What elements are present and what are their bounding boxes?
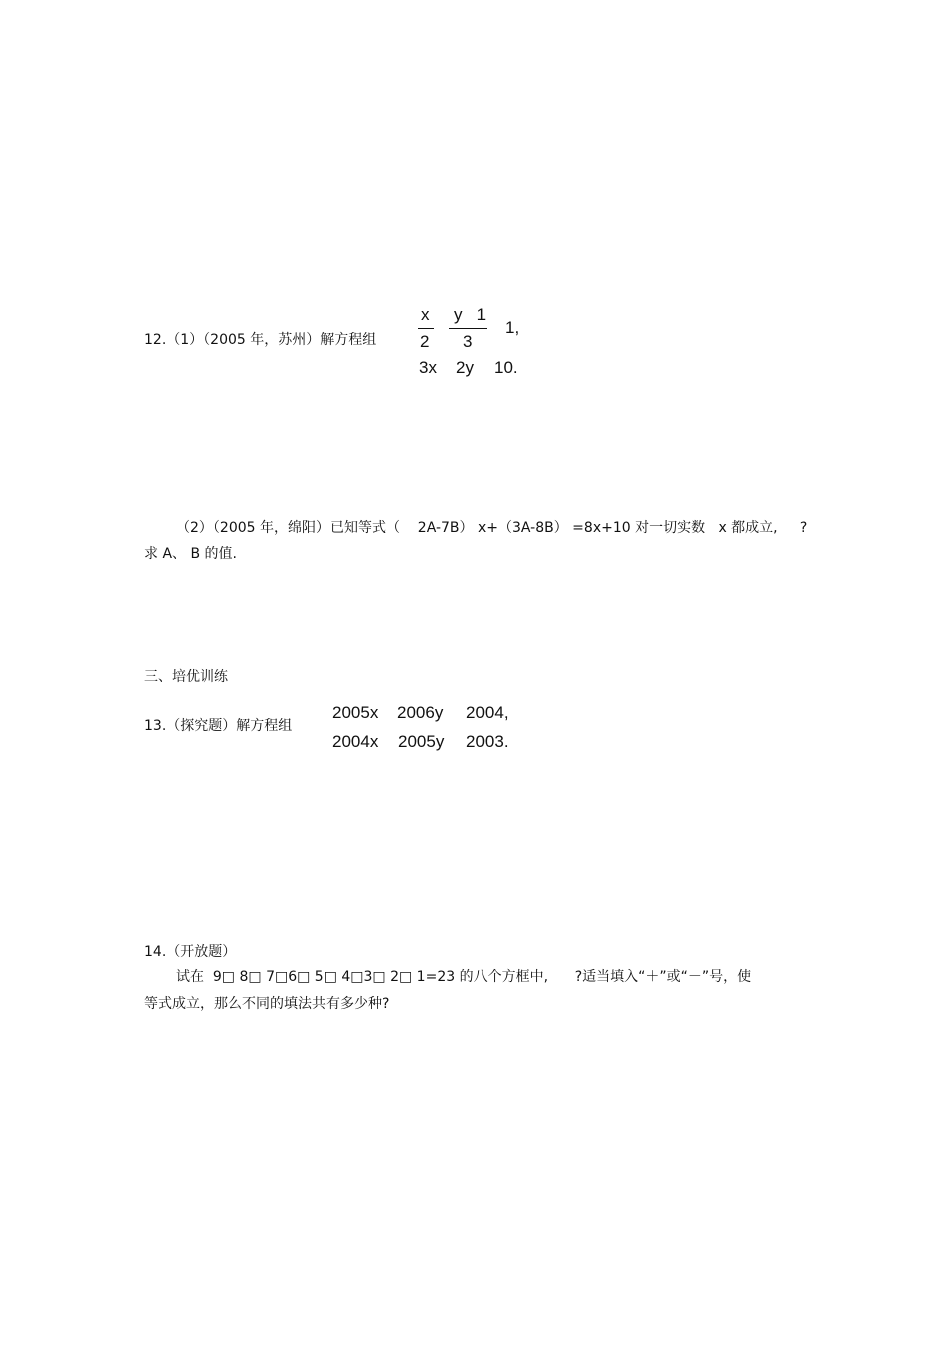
q12-eq1-fraction1-denominator: 2 [420, 332, 430, 351]
q13-eq2-term-b: 2005y [398, 732, 445, 751]
section3-title: 三、培优训练 [144, 669, 228, 685]
q12-eq2-term-a: 3x [419, 358, 437, 377]
q12-eq1-fraction1-numerator: x [421, 305, 430, 324]
q12-eq1-fraction2-numerator: y 1 [454, 305, 487, 324]
q12-eq1-fraction2-denominator: 3 [463, 332, 473, 351]
q13-eq1-term-b: 2006y [397, 703, 444, 722]
q12-eq2-term-c: 10. [494, 358, 518, 377]
q14-label: 14.（开放题） [144, 944, 237, 960]
q12-part1-label: 12.（1）（2005 年，苏州）解方程组 [144, 332, 377, 348]
q12-eq1-rhs: 1, [505, 318, 520, 337]
q13-eq2-term-a: 2004x [332, 732, 379, 751]
q13-eq1-term-c: 2004, [466, 703, 509, 722]
q12-part2-line2: 求 A、 B 的值. [144, 546, 237, 562]
q12-eq1-fraction2-bar [449, 328, 487, 329]
q13-label: 13.（探究题）解方程组 [144, 718, 293, 734]
q12-part2-line1: （2）（2005 年，绵阳）已知等式（ 2A-7B） x+（3A-8B） =8x+10 对一切实数 x 都成立, ? [176, 520, 808, 536]
q14-line1: 试在 9□ 8□ 7□6□ 5□ 4□3□ 2□ 1=23 的八个方框中, ?适当填入“＋”或“－”号，使 [176, 969, 752, 985]
q12-eq2-term-b: 2y [456, 358, 474, 377]
q13-eq1-term-a: 2005x [332, 703, 379, 722]
q12-eq1-fraction1-bar [418, 328, 434, 329]
q13-eq2-term-c: 2003. [466, 732, 509, 751]
q14-line2: 等式成立，那么不同的填法共有多少种? [144, 996, 390, 1012]
